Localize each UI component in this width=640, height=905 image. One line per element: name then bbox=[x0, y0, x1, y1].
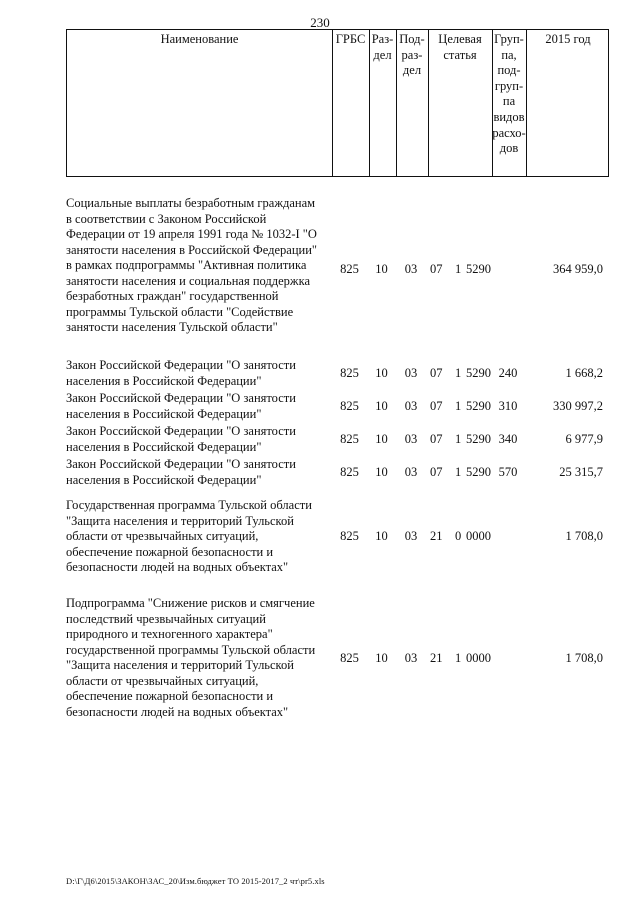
cell-celevaya-2: 1 bbox=[455, 465, 462, 479]
cell-celevaya-3: 0000 bbox=[466, 529, 491, 543]
cell-razdel: 10 bbox=[375, 366, 388, 380]
cell-grbs: 825 bbox=[340, 366, 359, 380]
cell-amount: 1 708,0 bbox=[565, 651, 603, 665]
cell-vr: 570 bbox=[498, 465, 518, 479]
table-header bbox=[66, 29, 609, 177]
header-celevaya-statya: Целевая статья bbox=[438, 32, 482, 62]
header-gruppa-vidov-rashodov: Груп- па, под- груп- па видов расхо- дов bbox=[492, 32, 526, 156]
cell-celevaya-1: 07 bbox=[430, 399, 443, 413]
row-description: Закон Российской Федерации "О занятости населения в Российской Федерации" bbox=[66, 358, 296, 388]
cell-grbs: 825 bbox=[340, 651, 359, 665]
header-razdel: Раз- дел bbox=[371, 32, 394, 62]
row-description: Закон Российской Федерации "О занятости населения в Российской Федерации" bbox=[66, 391, 296, 421]
cell-vr: 240 bbox=[498, 366, 518, 380]
row-description: Государственная программа Тульской области "Защита населения и территорий Тульской области от чрезвычайных ситуаций, обеспечение пожарной безопасности и безопасности людей на водных объектах" bbox=[66, 498, 312, 574]
page-number: 230 bbox=[310, 15, 330, 30]
cell-celevaya-3: 5290 bbox=[466, 366, 491, 380]
cell-grbs: 825 bbox=[340, 529, 359, 543]
cell-amount: 25 315,7 bbox=[559, 465, 603, 479]
header-grbs: ГРБС bbox=[335, 32, 366, 46]
cell-podrazdel: 03 bbox=[404, 366, 418, 380]
cell-vr: 340 bbox=[498, 432, 518, 446]
cell-celevaya-2: 1 bbox=[455, 432, 462, 446]
row-description: Закон Российской Федерации "О занятости населения в Российской Федерации" bbox=[66, 424, 296, 454]
cell-grbs: 825 bbox=[340, 262, 359, 276]
cell-grbs: 825 bbox=[340, 432, 359, 446]
cell-celevaya-1: 07 bbox=[430, 465, 443, 479]
cell-razdel: 10 bbox=[375, 529, 388, 543]
cell-amount: 1 668,2 bbox=[565, 366, 603, 380]
cell-celevaya-2: 1 bbox=[455, 399, 462, 413]
cell-amount: 330 997,2 bbox=[553, 399, 603, 413]
cell-celevaya-1: 21 bbox=[430, 529, 443, 543]
cell-vr: 310 bbox=[498, 399, 518, 413]
header-name: Наименование bbox=[160, 32, 239, 46]
cell-celevaya-2: 1 bbox=[455, 651, 462, 665]
cell-celevaya-3: 5290 bbox=[466, 465, 491, 479]
col-divider bbox=[526, 30, 527, 176]
cell-celevaya-3: 5290 bbox=[466, 262, 491, 276]
cell-razdel: 10 bbox=[375, 262, 388, 276]
cell-podrazdel: 03 bbox=[404, 399, 418, 413]
cell-razdel: 10 bbox=[375, 651, 388, 665]
cell-podrazdel: 03 bbox=[404, 465, 418, 479]
cell-amount: 1 708,0 bbox=[565, 529, 603, 543]
cell-celevaya-2: 1 bbox=[455, 262, 462, 276]
cell-celevaya-3: 5290 bbox=[466, 432, 491, 446]
cell-podrazdel: 03 bbox=[404, 651, 418, 665]
cell-celevaya-2: 0 bbox=[455, 529, 462, 543]
cell-grbs: 825 bbox=[340, 399, 359, 413]
row-description: Закон Российской Федерации "О занятости населения в Российской Федерации" bbox=[66, 457, 296, 487]
cell-podrazdel: 03 bbox=[404, 262, 418, 276]
cell-celevaya-2: 1 bbox=[455, 366, 462, 380]
cell-podrazdel: 03 bbox=[404, 432, 418, 446]
cell-celevaya-3: 0000 bbox=[466, 651, 491, 665]
header-podrazdel: Под- раз- дел bbox=[399, 32, 425, 77]
cell-celevaya-1: 07 bbox=[430, 432, 443, 446]
cell-celevaya-1: 21 bbox=[430, 651, 443, 665]
file-path-footer: D:\Г\Д6\2015\ЗАКОН\ЗАС_20\Изм.бюджет ТО 2015-2017_2 чт\pr5.xls bbox=[66, 876, 325, 886]
cell-amount: 6 977,9 bbox=[565, 432, 603, 446]
cell-celevaya-1: 07 bbox=[430, 262, 443, 276]
cell-podrazdel: 03 bbox=[404, 529, 418, 543]
cell-grbs: 825 bbox=[340, 465, 359, 479]
cell-celevaya-3: 5290 bbox=[466, 399, 491, 413]
row-description: Социальные выплаты безработным гражданам в соответствии с Законом Российской Федерации от 19 апреля 1991 года № 1032-I "О занятости населения в Российской Федерации" в рамках подпрограммы "Активная политика занятости населения и социальная поддержка безработных граждан" государственной программы Тульской области "Содействие занятости населения Тульской области" bbox=[66, 196, 318, 334]
row-description: Подпрограмма "Снижение рисков и смягчение последствий чрезвычайных ситуаций природного и техногенного характера" государственной программы Тульской области "Защита населения и территорий Тульской области от чрезвычайных ситуаций, обеспечение пожарной безопасности и безопасности людей на водных объектах" bbox=[66, 596, 316, 719]
cell-razdel: 10 bbox=[375, 465, 388, 479]
header-year: 2015 год bbox=[545, 32, 591, 46]
cell-razdel: 10 bbox=[375, 432, 388, 446]
cell-amount: 364 959,0 bbox=[553, 262, 603, 276]
col-divider bbox=[332, 30, 333, 176]
cell-celevaya-1: 07 bbox=[430, 366, 443, 380]
cell-razdel: 10 bbox=[375, 399, 388, 413]
